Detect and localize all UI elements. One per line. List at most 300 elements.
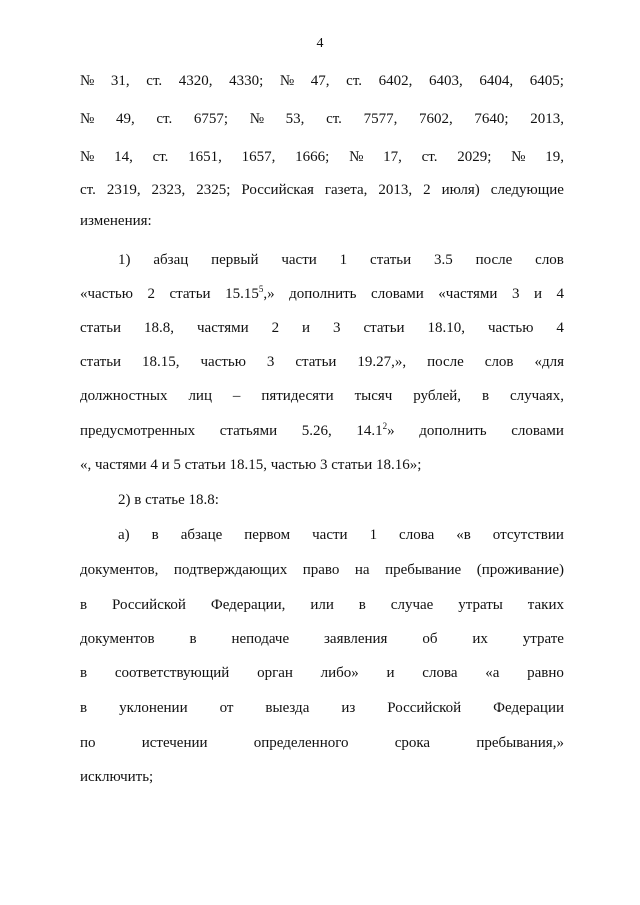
word	[370, 526, 378, 544]
text-line	[118, 526, 564, 544]
word-text: ст.	[326, 111, 342, 127]
word	[528, 596, 564, 614]
word	[428, 319, 466, 337]
word	[493, 699, 564, 717]
word-text: 3	[333, 320, 341, 336]
word	[355, 561, 370, 579]
word-text: 2319,	[106, 182, 141, 198]
word-text: либо»	[320, 665, 359, 681]
word-text: части	[312, 527, 348, 543]
word	[326, 110, 342, 128]
word-text: 2323,	[151, 182, 186, 198]
word-text: 2325;	[196, 182, 231, 198]
word	[80, 699, 87, 717]
word	[476, 251, 513, 269]
word-text: словами	[511, 423, 564, 439]
word	[511, 422, 564, 440]
text-line	[80, 664, 564, 682]
word	[530, 110, 564, 128]
word-text: первый	[211, 252, 259, 268]
word-text: Федерации	[493, 700, 564, 716]
page-number: 4	[316, 36, 324, 51]
word	[107, 181, 141, 199]
word	[80, 319, 121, 337]
word	[265, 699, 309, 717]
text-line	[80, 422, 564, 440]
word-text: предусмотренных	[80, 423, 196, 439]
word-text: таких	[527, 597, 564, 613]
word	[491, 181, 564, 199]
word-text: и	[386, 665, 395, 681]
word-text: пятидесяти	[261, 388, 334, 404]
word-text: и	[302, 320, 311, 336]
word-text: право	[302, 562, 340, 578]
word	[250, 110, 264, 128]
word	[399, 526, 434, 544]
word-text: №	[80, 149, 95, 165]
word-text: ст.	[80, 182, 96, 198]
word	[556, 319, 564, 337]
word	[530, 72, 564, 90]
word	[80, 630, 155, 648]
word-text: 7602,	[418, 111, 453, 127]
word-text: статьи	[169, 286, 211, 302]
word	[422, 664, 457, 682]
word	[116, 110, 135, 128]
word-text: пребывание	[385, 562, 462, 578]
word-text: слова	[422, 665, 458, 681]
word	[434, 251, 453, 269]
word	[80, 110, 94, 128]
word-text: ст.	[346, 73, 362, 89]
word-text: 6405;	[529, 73, 564, 89]
superscript-suffix: »	[387, 423, 395, 439]
word-text: 14,	[114, 149, 133, 165]
word-text: и	[533, 286, 542, 302]
word	[80, 596, 87, 614]
word-text: «а	[485, 665, 500, 681]
word-text: Российская	[241, 182, 314, 198]
word-text: 19,	[545, 149, 564, 165]
word	[457, 148, 491, 166]
word-text: абзац	[153, 252, 189, 268]
word-text: 18.10,	[427, 320, 466, 336]
word	[80, 664, 87, 682]
word	[179, 72, 213, 90]
word-text: 6402,	[378, 73, 413, 89]
word	[231, 630, 289, 648]
word	[80, 285, 133, 303]
word-text: в	[189, 631, 197, 647]
word	[201, 353, 246, 371]
word-text: документов	[80, 631, 155, 647]
word-text: –	[232, 388, 241, 404]
word-text: частями	[197, 320, 249, 336]
word-text: 1651,	[188, 149, 222, 165]
word-text: должностных	[80, 388, 168, 404]
word-text: №	[279, 73, 295, 89]
word-text: дополнить	[419, 423, 487, 439]
word	[545, 148, 564, 166]
word-text: неподаче	[231, 631, 290, 647]
word	[261, 387, 333, 405]
word-text: 4320,	[178, 73, 213, 89]
word-text: Федерации,	[210, 597, 286, 613]
word	[349, 148, 363, 166]
word-text: тысяч	[354, 388, 393, 404]
text-line	[80, 596, 564, 614]
word-text: орган	[257, 665, 293, 681]
word-text: 1657,	[241, 149, 276, 165]
word-text: 6403,	[428, 73, 463, 89]
word	[458, 596, 503, 614]
word	[225, 285, 275, 303]
word-text: 6757;	[193, 111, 229, 127]
word	[346, 72, 362, 90]
word	[119, 699, 188, 717]
word	[472, 630, 488, 648]
text-line	[80, 285, 564, 303]
word	[111, 72, 130, 90]
word	[147, 285, 155, 303]
word	[427, 353, 464, 371]
text-line: 2) в статье 18.8:	[118, 492, 219, 508]
word	[190, 630, 197, 648]
word	[413, 387, 461, 405]
word-text: ст.	[146, 73, 163, 89]
word	[419, 110, 453, 128]
word	[325, 181, 368, 199]
word-text: «для	[534, 354, 564, 370]
word-text: 1666;	[295, 149, 330, 165]
word-text: 1	[369, 527, 378, 543]
word-text: истечении	[141, 735, 208, 751]
word-text: случаях,	[509, 388, 564, 404]
word	[511, 148, 525, 166]
word-text: «частью	[80, 286, 133, 302]
word	[510, 387, 564, 405]
word-text: 7577,	[363, 111, 398, 127]
word	[341, 699, 355, 717]
word-text: 15.15	[225, 286, 259, 302]
word	[302, 319, 310, 337]
word	[387, 664, 395, 682]
word	[80, 148, 94, 166]
word-text: №	[511, 149, 526, 165]
word	[80, 72, 94, 90]
word	[286, 110, 305, 128]
text-line	[80, 110, 564, 128]
word	[422, 630, 437, 648]
word-text: ст.	[156, 111, 173, 127]
word-text: 2029;	[457, 149, 492, 165]
word	[174, 561, 287, 579]
word	[385, 561, 461, 579]
word	[211, 251, 258, 269]
word	[170, 285, 211, 303]
text-line	[80, 630, 564, 648]
word	[229, 72, 263, 90]
word-text: после	[427, 354, 464, 370]
word	[422, 148, 438, 166]
word-text: 49,	[115, 111, 135, 127]
text-line: исключить;	[80, 769, 154, 785]
word-text: газета,	[324, 182, 368, 198]
word-text: Российской	[387, 700, 462, 716]
word-text: 4	[556, 320, 564, 336]
superscript-suffix: ,»	[263, 286, 275, 302]
word-text: слов	[484, 354, 514, 370]
word-text: частью	[200, 354, 246, 370]
word-text: статьи	[370, 252, 412, 268]
word-text: в	[80, 597, 88, 613]
word	[383, 148, 402, 166]
word	[254, 734, 349, 752]
word	[144, 319, 174, 337]
word-text: 1	[339, 252, 348, 268]
word	[324, 630, 387, 648]
word	[146, 72, 162, 90]
word	[242, 148, 276, 166]
word-text: 4	[556, 286, 564, 302]
word-text: словами	[371, 286, 424, 302]
word	[379, 72, 413, 90]
word	[257, 664, 293, 682]
word	[295, 353, 336, 371]
superscript: 2	[382, 421, 388, 431]
word	[488, 319, 533, 337]
word	[523, 630, 564, 648]
word	[156, 110, 172, 128]
word-text: слова	[399, 527, 435, 543]
word	[391, 596, 434, 614]
word-text: 4330;	[229, 73, 264, 89]
word	[233, 387, 241, 405]
word-text: 7640;	[474, 111, 509, 127]
word-text: 47,	[310, 73, 330, 89]
word-text: пребывания,»	[476, 735, 564, 751]
word	[356, 422, 394, 440]
word-text: в	[481, 388, 490, 404]
text-line	[80, 353, 564, 371]
word-text: равно	[527, 665, 564, 681]
superscript: 5	[258, 284, 264, 294]
word-text: слов	[535, 252, 564, 268]
word-text: в	[80, 700, 88, 716]
word-text: а)	[118, 527, 130, 543]
word-text: дополнить	[289, 286, 357, 302]
word-text: июля)	[441, 182, 480, 198]
word-text: 5.26,	[301, 423, 332, 439]
word-text: 31,	[110, 73, 130, 89]
word-text: из	[341, 700, 356, 716]
word-text: статьями	[219, 423, 278, 439]
word-text: 14.1	[356, 423, 383, 439]
word	[378, 181, 412, 199]
word	[152, 526, 159, 544]
word-text: 3	[266, 354, 275, 370]
word	[423, 181, 431, 199]
word	[267, 353, 275, 371]
word-text: документов,	[80, 562, 159, 578]
word-text: «в	[456, 527, 471, 543]
word	[419, 422, 486, 440]
word-text: 18.8,	[144, 320, 175, 336]
word-text: части	[281, 252, 317, 268]
text-line: изменения:	[80, 213, 152, 229]
word-text: рублей,	[413, 388, 462, 404]
word-text: статьи	[80, 320, 122, 336]
word-text: утрате	[522, 631, 564, 647]
word	[272, 319, 280, 337]
word-text: ст.	[152, 149, 169, 165]
word-text: 1)	[118, 252, 131, 268]
word-text: 2013,	[378, 182, 413, 198]
word-text: (проживание)	[476, 562, 564, 578]
word-text: в	[151, 527, 159, 543]
word	[512, 285, 520, 303]
word	[194, 110, 228, 128]
word	[153, 148, 169, 166]
word-text: 2	[423, 182, 431, 198]
word-text: 18.15,	[142, 354, 180, 370]
word	[359, 596, 366, 614]
word-text: после	[475, 252, 513, 268]
text-line	[80, 181, 564, 199]
word	[485, 664, 499, 682]
word-text: от	[219, 700, 234, 716]
word	[142, 734, 208, 752]
text-line	[80, 699, 564, 717]
word	[188, 148, 222, 166]
word	[80, 734, 96, 752]
word	[115, 664, 230, 682]
word-text: №	[349, 149, 364, 165]
word-text: статьи	[295, 354, 337, 370]
word-text: 17,	[383, 149, 402, 165]
word	[281, 251, 316, 269]
word	[310, 596, 334, 614]
word	[80, 387, 168, 405]
word	[438, 285, 497, 303]
word-text: подтверждающих	[173, 562, 288, 578]
word-text: срока	[394, 735, 431, 751]
word	[152, 181, 186, 199]
word	[312, 526, 347, 544]
word-text: 3	[511, 286, 520, 302]
word-text: заявления	[323, 631, 388, 647]
text-line	[80, 387, 564, 405]
word-text: утраты	[458, 597, 503, 613]
word-text: №	[80, 111, 95, 127]
word	[357, 353, 406, 371]
word-text: 2	[271, 320, 280, 336]
word	[534, 285, 542, 303]
word	[340, 251, 348, 269]
word	[80, 422, 195, 440]
word	[244, 526, 290, 544]
text-line	[80, 561, 564, 579]
word	[557, 285, 565, 303]
word	[370, 251, 411, 269]
word-text: отсутствии	[492, 527, 564, 543]
word-text: 6404,	[479, 73, 514, 89]
word-text: определенного	[253, 735, 349, 751]
word-text: ст.	[421, 149, 438, 165]
word-text: их	[472, 631, 488, 647]
word	[153, 251, 188, 269]
word	[142, 353, 180, 371]
word	[493, 526, 564, 544]
word	[280, 72, 294, 90]
word	[535, 251, 564, 269]
word	[534, 353, 564, 371]
word-text: уклонении	[119, 700, 188, 716]
text-line	[118, 251, 564, 269]
word	[302, 422, 332, 440]
word	[80, 353, 121, 371]
word	[474, 110, 508, 128]
word	[80, 181, 96, 199]
word	[333, 319, 341, 337]
word	[479, 72, 513, 90]
word	[241, 181, 314, 199]
word	[364, 110, 398, 128]
word-text: статьи	[80, 354, 122, 370]
text-line	[80, 319, 564, 337]
word	[527, 664, 564, 682]
text-line	[80, 148, 564, 166]
word-text: частью	[487, 320, 534, 336]
word	[220, 422, 277, 440]
word-text: лиц	[188, 388, 212, 404]
word-text: №	[80, 73, 95, 89]
word	[371, 285, 424, 303]
word	[476, 734, 564, 752]
word	[311, 72, 330, 90]
word-text: №	[249, 111, 265, 127]
word-text: Российской	[112, 597, 186, 613]
word-text: 53,	[285, 111, 305, 127]
word-text: об	[422, 631, 438, 647]
word-text: в	[358, 597, 366, 613]
word	[477, 561, 564, 579]
word-text: 3.5	[433, 252, 453, 268]
word	[295, 148, 329, 166]
word-text: соответствующий	[114, 665, 230, 681]
word-text: следующие	[490, 182, 564, 198]
text-line	[80, 72, 564, 90]
word	[118, 251, 131, 269]
word	[112, 596, 186, 614]
word-text: в	[80, 665, 88, 681]
word	[321, 664, 359, 682]
word-text: или	[310, 597, 334, 613]
word	[118, 526, 130, 544]
word-text: случае	[390, 597, 434, 613]
word	[456, 526, 471, 544]
word	[220, 699, 234, 717]
word-text: 2013,	[530, 111, 564, 127]
word-text: абзаце	[180, 527, 223, 543]
word-text: выезда	[265, 700, 310, 716]
word-text: первом	[244, 527, 291, 543]
word	[80, 561, 158, 579]
word	[181, 526, 223, 544]
word	[188, 387, 212, 405]
word-text: 19.27,»,	[357, 354, 407, 370]
word	[303, 561, 340, 579]
